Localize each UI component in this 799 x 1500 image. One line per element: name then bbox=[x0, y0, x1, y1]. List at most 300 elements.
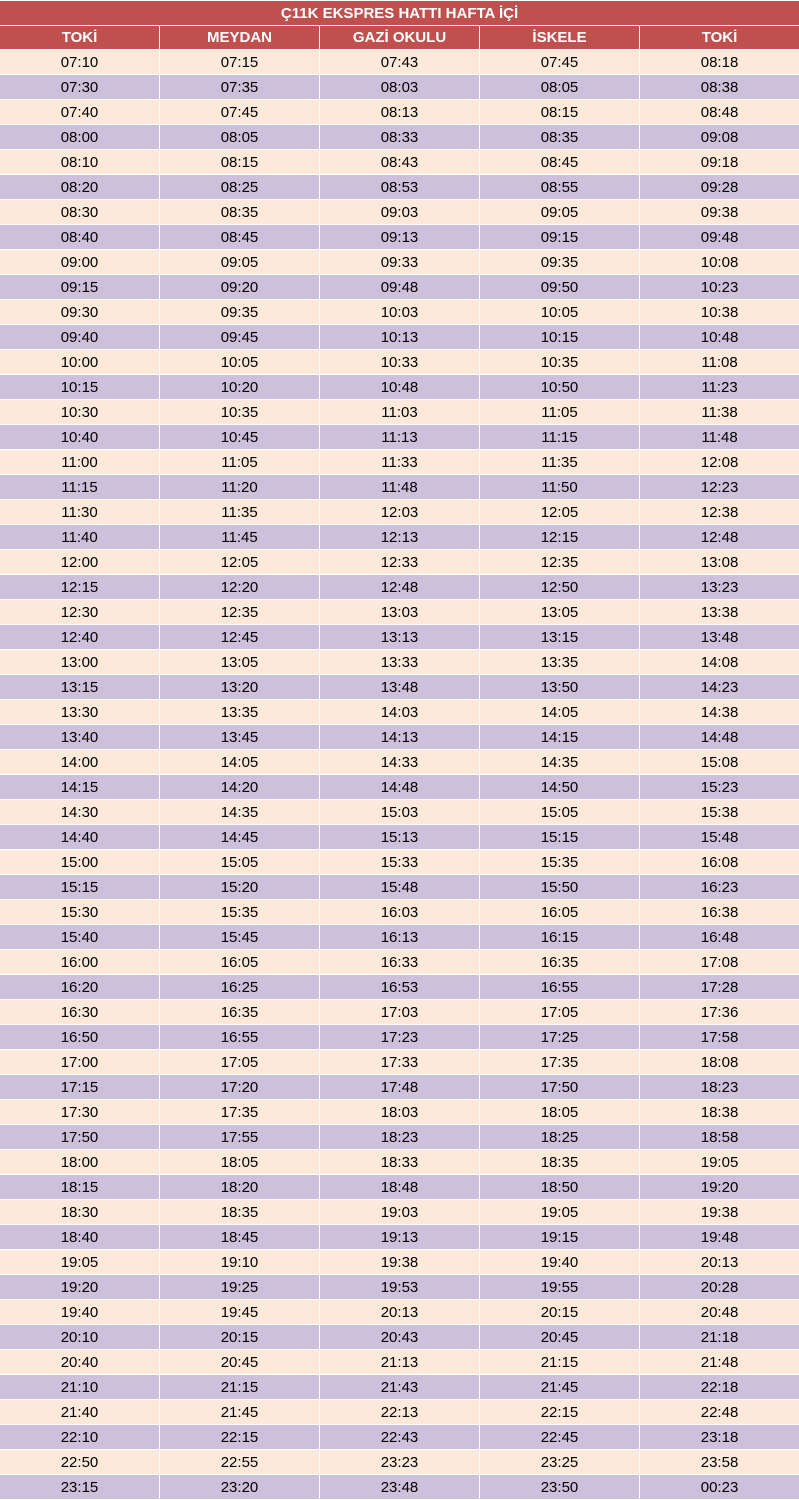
time-cell: 22:48 bbox=[640, 1400, 799, 1425]
time-cell: 09:18 bbox=[640, 150, 799, 175]
time-cell: 16:23 bbox=[640, 875, 799, 900]
time-cell: 11:48 bbox=[320, 475, 480, 500]
time-cell: 22:10 bbox=[0, 1425, 160, 1450]
time-cell: 11:05 bbox=[160, 450, 320, 475]
time-cell: 17:36 bbox=[640, 1000, 799, 1025]
time-cell: 07:40 bbox=[0, 100, 160, 125]
time-cell: 11:05 bbox=[480, 400, 640, 425]
time-cell: 17:15 bbox=[0, 1075, 160, 1100]
time-cell: 19:05 bbox=[640, 1150, 799, 1175]
time-cell: 23:50 bbox=[480, 1475, 640, 1500]
time-cell: 09:35 bbox=[160, 300, 320, 325]
table-row bbox=[0, 825, 799, 850]
time-cell: 08:25 bbox=[160, 175, 320, 200]
time-cell: 17:25 bbox=[480, 1025, 640, 1050]
time-cell: 18:40 bbox=[0, 1225, 160, 1250]
time-cell: 10:48 bbox=[320, 375, 480, 400]
time-cell: 14:23 bbox=[640, 675, 799, 700]
time-cell: 21:15 bbox=[480, 1350, 640, 1375]
time-cell: 10:50 bbox=[480, 375, 640, 400]
time-cell: 19:15 bbox=[480, 1225, 640, 1250]
time-cell: 19:53 bbox=[320, 1275, 480, 1300]
table-row bbox=[0, 975, 799, 1000]
time-cell: 14:05 bbox=[480, 700, 640, 725]
time-cell: 15:48 bbox=[640, 825, 799, 850]
time-cell: 15:20 bbox=[160, 875, 320, 900]
time-cell: 09:05 bbox=[160, 250, 320, 275]
time-cell: 13:05 bbox=[160, 650, 320, 675]
time-cell: 23:15 bbox=[0, 1475, 160, 1500]
table-title: Ç11K EKSPRES HATTI HAFTA İÇİ bbox=[0, 0, 799, 26]
time-cell: 13:48 bbox=[320, 675, 480, 700]
table-row bbox=[0, 1425, 799, 1450]
time-cell: 23:48 bbox=[320, 1475, 480, 1500]
time-cell: 17:50 bbox=[480, 1075, 640, 1100]
table-row bbox=[0, 50, 799, 75]
time-cell: 10:45 bbox=[160, 425, 320, 450]
time-cell: 20:40 bbox=[0, 1350, 160, 1375]
time-cell: 09:08 bbox=[640, 125, 799, 150]
time-cell: 20:15 bbox=[480, 1300, 640, 1325]
time-cell: 13:45 bbox=[160, 725, 320, 750]
time-cell: 18:05 bbox=[480, 1100, 640, 1125]
table-row bbox=[0, 375, 799, 400]
time-cell: 12:08 bbox=[640, 450, 799, 475]
table-row bbox=[0, 225, 799, 250]
time-cell: 17:20 bbox=[160, 1075, 320, 1100]
table-row bbox=[0, 1100, 799, 1125]
time-cell: 08:18 bbox=[640, 50, 799, 75]
table-row bbox=[0, 625, 799, 650]
table-row bbox=[0, 1175, 799, 1200]
time-cell: 08:40 bbox=[0, 225, 160, 250]
time-cell: 11:15 bbox=[0, 475, 160, 500]
time-cell: 13:00 bbox=[0, 650, 160, 675]
time-cell: 11:35 bbox=[480, 450, 640, 475]
time-cell: 18:25 bbox=[480, 1125, 640, 1150]
time-cell: 18:30 bbox=[0, 1200, 160, 1225]
time-cell: 17:35 bbox=[160, 1100, 320, 1125]
table-row bbox=[0, 1250, 799, 1275]
time-cell: 08:15 bbox=[480, 100, 640, 125]
time-cell: 14:45 bbox=[160, 825, 320, 850]
time-cell: 16:38 bbox=[640, 900, 799, 925]
time-cell: 00:23 bbox=[640, 1475, 799, 1500]
time-cell: 14:08 bbox=[640, 650, 799, 675]
timetable-body bbox=[0, 50, 799, 1500]
table-row bbox=[0, 1025, 799, 1050]
table-row bbox=[0, 150, 799, 175]
time-cell: 21:13 bbox=[320, 1350, 480, 1375]
time-cell: 21:43 bbox=[320, 1375, 480, 1400]
table-row bbox=[0, 950, 799, 975]
table-row bbox=[0, 675, 799, 700]
time-cell: 12:38 bbox=[640, 500, 799, 525]
time-cell: 09:33 bbox=[320, 250, 480, 275]
time-cell: 14:38 bbox=[640, 700, 799, 725]
time-cell: 23:25 bbox=[480, 1450, 640, 1475]
time-cell: 16:15 bbox=[480, 925, 640, 950]
time-cell: 18:15 bbox=[0, 1175, 160, 1200]
time-cell: 17:05 bbox=[480, 1000, 640, 1025]
time-cell: 14:03 bbox=[320, 700, 480, 725]
time-cell: 15:08 bbox=[640, 750, 799, 775]
time-cell: 09:40 bbox=[0, 325, 160, 350]
table-row bbox=[0, 100, 799, 125]
column-header-gazi-okulu: GAZİ OKULU bbox=[320, 26, 480, 50]
time-cell: 09:15 bbox=[0, 275, 160, 300]
time-cell: 21:18 bbox=[640, 1325, 799, 1350]
time-cell: 17:30 bbox=[0, 1100, 160, 1125]
time-cell: 10:08 bbox=[640, 250, 799, 275]
time-cell: 14:13 bbox=[320, 725, 480, 750]
time-cell: 10:05 bbox=[480, 300, 640, 325]
time-cell: 08:05 bbox=[160, 125, 320, 150]
table-row bbox=[0, 1200, 799, 1225]
time-cell: 12:15 bbox=[0, 575, 160, 600]
table-row bbox=[0, 775, 799, 800]
time-cell: 09:28 bbox=[640, 175, 799, 200]
time-cell: 14:35 bbox=[160, 800, 320, 825]
time-cell: 12:03 bbox=[320, 500, 480, 525]
time-cell: 19:25 bbox=[160, 1275, 320, 1300]
time-cell: 16:55 bbox=[160, 1025, 320, 1050]
time-cell: 23:20 bbox=[160, 1475, 320, 1500]
time-cell: 21:40 bbox=[0, 1400, 160, 1425]
time-cell: 14:40 bbox=[0, 825, 160, 850]
time-cell: 09:00 bbox=[0, 250, 160, 275]
time-cell: 11:23 bbox=[640, 375, 799, 400]
table-row bbox=[0, 1325, 799, 1350]
time-cell: 10:48 bbox=[640, 325, 799, 350]
time-cell: 10:30 bbox=[0, 400, 160, 425]
table-row bbox=[0, 600, 799, 625]
time-cell: 21:15 bbox=[160, 1375, 320, 1400]
time-cell: 18:58 bbox=[640, 1125, 799, 1150]
time-cell: 08:05 bbox=[480, 75, 640, 100]
time-cell: 07:43 bbox=[320, 50, 480, 75]
time-cell: 08:45 bbox=[480, 150, 640, 175]
time-cell: 12:30 bbox=[0, 600, 160, 625]
column-header-row bbox=[0, 26, 799, 50]
table-row bbox=[0, 125, 799, 150]
time-cell: 22:15 bbox=[480, 1400, 640, 1425]
time-cell: 11:20 bbox=[160, 475, 320, 500]
time-cell: 14:48 bbox=[640, 725, 799, 750]
time-cell: 15:05 bbox=[160, 850, 320, 875]
time-cell: 18:23 bbox=[320, 1125, 480, 1150]
time-cell: 16:03 bbox=[320, 900, 480, 925]
time-cell: 13:50 bbox=[480, 675, 640, 700]
time-cell: 15:33 bbox=[320, 850, 480, 875]
time-cell: 15:13 bbox=[320, 825, 480, 850]
time-cell: 18:35 bbox=[480, 1150, 640, 1175]
time-cell: 18:38 bbox=[640, 1100, 799, 1125]
column-header-iskele: İSKELE bbox=[480, 26, 640, 50]
time-cell: 10:23 bbox=[640, 275, 799, 300]
time-cell: 13:03 bbox=[320, 600, 480, 625]
table-row bbox=[0, 1475, 799, 1500]
time-cell: 15:50 bbox=[480, 875, 640, 900]
time-cell: 19:05 bbox=[480, 1200, 640, 1225]
time-cell: 22:55 bbox=[160, 1450, 320, 1475]
time-cell: 09:20 bbox=[160, 275, 320, 300]
table-row bbox=[0, 350, 799, 375]
table-row bbox=[0, 1375, 799, 1400]
time-cell: 17:55 bbox=[160, 1125, 320, 1150]
time-cell: 10:40 bbox=[0, 425, 160, 450]
time-cell: 16:08 bbox=[640, 850, 799, 875]
time-cell: 14:50 bbox=[480, 775, 640, 800]
time-cell: 20:10 bbox=[0, 1325, 160, 1350]
time-cell: 20:28 bbox=[640, 1275, 799, 1300]
time-cell: 17:50 bbox=[0, 1125, 160, 1150]
time-cell: 18:33 bbox=[320, 1150, 480, 1175]
time-cell: 11:48 bbox=[640, 425, 799, 450]
time-cell: 12:00 bbox=[0, 550, 160, 575]
time-cell: 15:38 bbox=[640, 800, 799, 825]
table-row bbox=[0, 650, 799, 675]
table-row bbox=[0, 925, 799, 950]
time-cell: 11:03 bbox=[320, 400, 480, 425]
time-cell: 08:48 bbox=[640, 100, 799, 125]
time-cell: 09:13 bbox=[320, 225, 480, 250]
time-cell: 13:05 bbox=[480, 600, 640, 625]
time-cell: 17:58 bbox=[640, 1025, 799, 1050]
time-cell: 15:48 bbox=[320, 875, 480, 900]
time-cell: 08:10 bbox=[0, 150, 160, 175]
time-cell: 23:23 bbox=[320, 1450, 480, 1475]
time-cell: 15:23 bbox=[640, 775, 799, 800]
time-cell: 10:35 bbox=[160, 400, 320, 425]
time-cell: 15:30 bbox=[0, 900, 160, 925]
time-cell: 16:25 bbox=[160, 975, 320, 1000]
time-cell: 17:00 bbox=[0, 1050, 160, 1075]
time-cell: 21:10 bbox=[0, 1375, 160, 1400]
time-cell: 10:33 bbox=[320, 350, 480, 375]
time-cell: 19:03 bbox=[320, 1200, 480, 1225]
time-cell: 13:48 bbox=[640, 625, 799, 650]
time-cell: 16:13 bbox=[320, 925, 480, 950]
column-header-toki-start: TOKİ bbox=[0, 26, 160, 50]
time-cell: 14:05 bbox=[160, 750, 320, 775]
time-cell: 12:05 bbox=[160, 550, 320, 575]
time-cell: 19:40 bbox=[480, 1250, 640, 1275]
table-row bbox=[0, 1150, 799, 1175]
title-row bbox=[0, 0, 799, 26]
time-cell: 15:15 bbox=[0, 875, 160, 900]
time-cell: 16:48 bbox=[640, 925, 799, 950]
time-cell: 23:18 bbox=[640, 1425, 799, 1450]
time-cell: 13:15 bbox=[0, 675, 160, 700]
time-cell: 23:58 bbox=[640, 1450, 799, 1475]
time-cell: 13:23 bbox=[640, 575, 799, 600]
time-cell: 22:50 bbox=[0, 1450, 160, 1475]
time-cell: 20:43 bbox=[320, 1325, 480, 1350]
time-cell: 09:35 bbox=[480, 250, 640, 275]
time-cell: 09:30 bbox=[0, 300, 160, 325]
time-cell: 09:15 bbox=[480, 225, 640, 250]
table-row bbox=[0, 1400, 799, 1425]
table-row bbox=[0, 1350, 799, 1375]
time-cell: 08:45 bbox=[160, 225, 320, 250]
time-cell: 14:48 bbox=[320, 775, 480, 800]
time-cell: 10:38 bbox=[640, 300, 799, 325]
time-cell: 22:18 bbox=[640, 1375, 799, 1400]
time-cell: 08:53 bbox=[320, 175, 480, 200]
time-cell: 16:53 bbox=[320, 975, 480, 1000]
table-row bbox=[0, 1275, 799, 1300]
time-cell: 16:33 bbox=[320, 950, 480, 975]
time-cell: 09:03 bbox=[320, 200, 480, 225]
time-cell: 20:48 bbox=[640, 1300, 799, 1325]
time-cell: 15:45 bbox=[160, 925, 320, 950]
time-cell: 16:05 bbox=[480, 900, 640, 925]
time-cell: 11:30 bbox=[0, 500, 160, 525]
time-cell: 16:50 bbox=[0, 1025, 160, 1050]
table-row bbox=[0, 700, 799, 725]
table-row bbox=[0, 250, 799, 275]
time-cell: 07:45 bbox=[160, 100, 320, 125]
time-cell: 21:48 bbox=[640, 1350, 799, 1375]
time-cell: 13:35 bbox=[160, 700, 320, 725]
time-cell: 08:20 bbox=[0, 175, 160, 200]
column-header-meydan: MEYDAN bbox=[160, 26, 320, 50]
time-cell: 10:20 bbox=[160, 375, 320, 400]
time-cell: 22:43 bbox=[320, 1425, 480, 1450]
table-row bbox=[0, 1450, 799, 1475]
time-cell: 09:48 bbox=[640, 225, 799, 250]
time-cell: 09:05 bbox=[480, 200, 640, 225]
time-cell: 11:13 bbox=[320, 425, 480, 450]
time-cell: 22:45 bbox=[480, 1425, 640, 1450]
table-row bbox=[0, 200, 799, 225]
table-row bbox=[0, 1225, 799, 1250]
time-cell: 13:33 bbox=[320, 650, 480, 675]
time-cell: 10:00 bbox=[0, 350, 160, 375]
time-cell: 08:43 bbox=[320, 150, 480, 175]
table-row bbox=[0, 425, 799, 450]
table-row bbox=[0, 275, 799, 300]
time-cell: 11:15 bbox=[480, 425, 640, 450]
time-cell: 17:08 bbox=[640, 950, 799, 975]
time-cell: 08:00 bbox=[0, 125, 160, 150]
time-cell: 09:48 bbox=[320, 275, 480, 300]
time-cell: 12:15 bbox=[480, 525, 640, 550]
time-cell: 21:45 bbox=[480, 1375, 640, 1400]
time-cell: 14:00 bbox=[0, 750, 160, 775]
time-cell: 18:45 bbox=[160, 1225, 320, 1250]
time-cell: 14:15 bbox=[480, 725, 640, 750]
time-cell: 16:05 bbox=[160, 950, 320, 975]
time-cell: 07:45 bbox=[480, 50, 640, 75]
time-cell: 18:50 bbox=[480, 1175, 640, 1200]
time-cell: 12:45 bbox=[160, 625, 320, 650]
time-cell: 18:03 bbox=[320, 1100, 480, 1125]
column-header-toki-end: TOKİ bbox=[640, 26, 799, 50]
time-cell: 10:35 bbox=[480, 350, 640, 375]
time-cell: 11:45 bbox=[160, 525, 320, 550]
time-cell: 18:05 bbox=[160, 1150, 320, 1175]
time-cell: 10:15 bbox=[480, 325, 640, 350]
time-cell: 21:45 bbox=[160, 1400, 320, 1425]
time-cell: 17:48 bbox=[320, 1075, 480, 1100]
time-cell: 08:15 bbox=[160, 150, 320, 175]
time-cell: 19:05 bbox=[0, 1250, 160, 1275]
time-cell: 13:35 bbox=[480, 650, 640, 675]
time-cell: 07:15 bbox=[160, 50, 320, 75]
table-row bbox=[0, 325, 799, 350]
time-cell: 15:05 bbox=[480, 800, 640, 825]
table-row bbox=[0, 1300, 799, 1325]
time-cell: 10:03 bbox=[320, 300, 480, 325]
time-cell: 15:15 bbox=[480, 825, 640, 850]
time-cell: 13:40 bbox=[0, 725, 160, 750]
time-cell: 17:35 bbox=[480, 1050, 640, 1075]
time-cell: 19:10 bbox=[160, 1250, 320, 1275]
time-cell: 19:20 bbox=[640, 1175, 799, 1200]
time-cell: 16:00 bbox=[0, 950, 160, 975]
table-row bbox=[0, 1050, 799, 1075]
time-cell: 14:15 bbox=[0, 775, 160, 800]
time-cell: 07:30 bbox=[0, 75, 160, 100]
time-cell: 19:20 bbox=[0, 1275, 160, 1300]
time-cell: 14:33 bbox=[320, 750, 480, 775]
time-cell: 19:45 bbox=[160, 1300, 320, 1325]
table-row bbox=[0, 850, 799, 875]
time-cell: 12:33 bbox=[320, 550, 480, 575]
time-cell: 10:13 bbox=[320, 325, 480, 350]
time-cell: 08:38 bbox=[640, 75, 799, 100]
time-cell: 16:35 bbox=[160, 1000, 320, 1025]
time-cell: 08:13 bbox=[320, 100, 480, 125]
time-cell: 22:15 bbox=[160, 1425, 320, 1450]
table-row bbox=[0, 300, 799, 325]
time-cell: 08:35 bbox=[160, 200, 320, 225]
time-cell: 12:20 bbox=[160, 575, 320, 600]
table-row bbox=[0, 1075, 799, 1100]
time-cell: 08:30 bbox=[0, 200, 160, 225]
time-cell: 14:20 bbox=[160, 775, 320, 800]
time-cell: 12:40 bbox=[0, 625, 160, 650]
time-cell: 20:13 bbox=[640, 1250, 799, 1275]
time-cell: 16:35 bbox=[480, 950, 640, 975]
time-cell: 13:30 bbox=[0, 700, 160, 725]
time-cell: 20:45 bbox=[160, 1350, 320, 1375]
time-cell: 10:05 bbox=[160, 350, 320, 375]
time-cell: 16:30 bbox=[0, 1000, 160, 1025]
table-row bbox=[0, 550, 799, 575]
time-cell: 09:45 bbox=[160, 325, 320, 350]
time-cell: 22:13 bbox=[320, 1400, 480, 1425]
time-cell: 08:55 bbox=[480, 175, 640, 200]
time-cell: 19:38 bbox=[320, 1250, 480, 1275]
table-row bbox=[0, 725, 799, 750]
time-cell: 16:55 bbox=[480, 975, 640, 1000]
time-cell: 17:33 bbox=[320, 1050, 480, 1075]
table-row bbox=[0, 800, 799, 825]
time-cell: 12:23 bbox=[640, 475, 799, 500]
time-cell: 12:50 bbox=[480, 575, 640, 600]
time-cell: 13:08 bbox=[640, 550, 799, 575]
time-cell: 18:20 bbox=[160, 1175, 320, 1200]
time-cell: 15:00 bbox=[0, 850, 160, 875]
time-cell: 18:35 bbox=[160, 1200, 320, 1225]
table-row bbox=[0, 900, 799, 925]
time-cell: 07:10 bbox=[0, 50, 160, 75]
time-cell: 15:40 bbox=[0, 925, 160, 950]
table-row bbox=[0, 525, 799, 550]
